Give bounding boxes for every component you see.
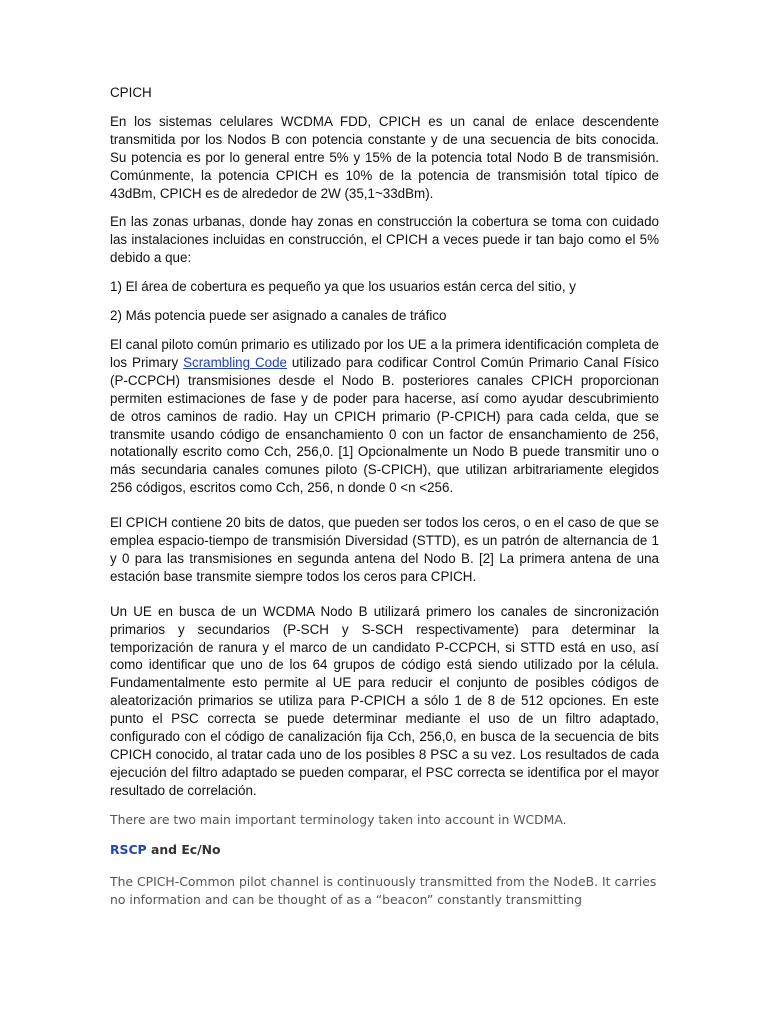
paragraph-urban: En las zonas urbanas, donde hay zonas en construcción la cobertura se toma con cuidado las instalaciones incluidas en construcción, el CPICH a veces puede ir tan bajo como el 5% debido a que:	[110, 214, 659, 266]
section-subheading	[110, 841, 659, 859]
list-item-1: 1) El área de cobertura es pequeño ya que los usuarios están cerca del sitio, y	[110, 279, 576, 295]
paragraph-ue-search: Un UE en busca de un WCDMA Nodo B utilizará primero los canales de sincronización primarios y secundarios (P-SCH y S-SCH respectivamente) para determinar la temporización de ranura y el marco de un candidato P-CCPCH, si STTD está en uso, así como identificar que uno de los 64 grupos de código está siendo utilizado por la célula. Fundamentalmente esto permite al UE para reducir el conjunto de posibles códigos de aleatorización primarios se utiliza para P-CPICH a sólo 1 de 8 de 512 opciones. En este punto el PSC correcta se puede determinar mediante el uso de un filtro adaptado, configurado con el código de canalización fija Cch, 256,0, en busca de la secuencia de bits CPICH conocido, al tratar cada uno de los posibles 8 PSC a su vez. Los resultados de cada ejecución del filtro adaptado se pueden comparar, el PSC correcta se identifica por el mayor resultado de correlación.	[110, 603, 659, 798]
paragraph-data-bits: El CPICH contiene 20 bits de datos, que pueden ser todos los ceros, o en el caso de que se emplea espacio-tiempo de transmisión Diversidad (STTD), es un patrón de alternancia de 1 y 0 para las transmisiones en segunda antena del Nodo B. [2] La primera antena de una estación base transmite siempre todos los ceros para CPICH.	[110, 515, 659, 584]
document-page	[110, 84, 659, 921]
paragraph-primary-pilot	[110, 336, 659, 497]
paragraph-intro: En los sistemas celulares WCDMA FDD, CPICH es un canal de enlace descendente transmitida por los Nodos B con potencia constante y de una secuencia de bits conocida. Su potencia es por lo general entre 5% y 15% de la potencia total Nodo B de transmisión. Comúnmente, la potencia CPICH es 10% de la potencia de transmisión total típico de 43dBm, CPICH es de alrededor de 2W (35,1~33dBm).	[110, 113, 659, 201]
subheading-rest: and Ec/No	[146, 841, 221, 857]
scrambling-code-link[interactable]: Scrambling Code	[183, 354, 287, 370]
rscp-link[interactable]: RSCP	[110, 841, 147, 857]
list-item-2: 2) Más potencia puede ser asignado a canales de tráfico	[110, 308, 447, 324]
english-intro: There are two main important terminology taken into account in WCDMA.	[110, 811, 567, 827]
paragraph-primary-pilot-text-end: utilizado para codificar Control Común Primario Canal Físico (P-CCPCH) transmisiones desde el Nodo B. posteriores canales CPICH proporcionan permiten estimaciones de fase y de poder para hacerse, así como ayudar descubrimiento de otros caminos de radio. Hay un CPICH primario (P-CPICH) para cada celda, que se transmite usando código de ensanchamiento 0 con un factor de ensanchamiento de 256, notationally escrito como Cch, 256,0. [1] Opcionalmente un Nodo B puede transmitir uno o más secundaria canales comunes piloto (S-CPICH), que utilizan arbitrariamente elegidos 256 códigos, escritos como Cch, 256, n donde 0 <n <256.	[110, 354, 660, 496]
paragraph-primary-pilot-text-start: El canal piloto común primario es utilizado por los UE a la primera identificación completa de los Primary	[110, 336, 659, 370]
english-cpich-description: The CPICH-Common pilot channel is continuously transmitted from the NodeB. It carries no information and can be thought of as a “beacon” constantly transmitting	[110, 873, 657, 907]
document-title: CPICH	[110, 85, 152, 100]
